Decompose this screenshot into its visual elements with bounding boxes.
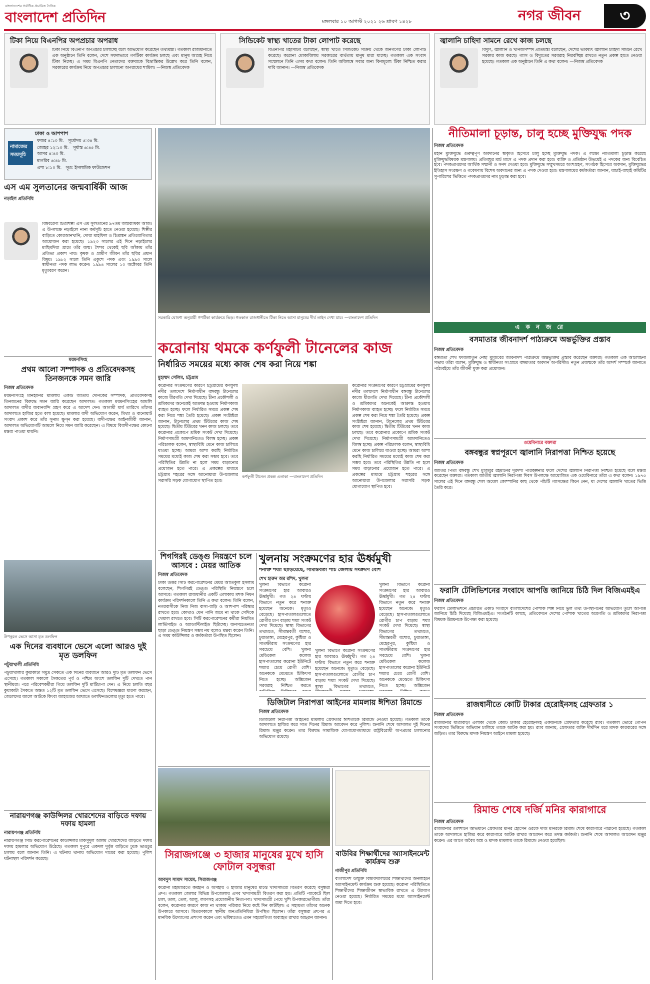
namaz-row (37, 152, 151, 159)
top-story-mid (220, 33, 430, 125)
body-text: করোনা মহামারিতে কর্মহীন ও অসহায় ৩ হাজার মানুষের মাঝে খাদ্যসামগ্রী বিতরণ করেছে বসুন্ধরা গ্রুপ। গতকাল জেলার বিভিন্ন উপজেলায় এসব খাদ্যসামগ্রী বিতরণ করা হয়। প্রতিটি প্যাকেটে ছিল চাল, ডাল, তেল, আলু, লবণসহ প্রয়োজনীয় নিত্যপণ্য। খাদ্যসামগ্রী পেয়ে খুশি উপকারভোগীরা। তাঁরা বলেন, করোনার কারণে কাজ না থাকায় পরিবার নিয়ে কষ্টে দিন কাটছিল। এ সহায়তা তাঁদের অনেক উপকারে আসবে। বিতরণকালে স্থানীয় জনপ্রতিনিধিরা উপস্থিত ছিলেন। তাঁরা বসুন্ধরা গ্রুপের এ মানবিক উদ্যোগের প্রশংসা করেন এবং ভবিষ্যতেও এমন সহযোগিতা অব্যাহত রাখার আহ্বান জানান। (158, 886, 330, 921)
byline: নিজস্ব প্রতিবেদক (434, 819, 464, 825)
body-text: বাংলাদেশ উন্মুক্ত বিশ্ববিদ্যালয়ের শিক্ষার্থীদের অনলাইনে অ্যাসাইনমেন্ট কার্যক্রম শুরু হয়েছে। করোনা পরিস্থিতিতে শিক্ষার্থীদের শিক্ষাজীবন স্বাভাবিক রাখতে এ উদ্যোগ নেওয়া হয়েছে। নির্ধারিত সময়ের মধ্যে অ্যাসাইনমেন্ট জমা দিতে হবে। (335, 877, 430, 906)
right-story-2 (434, 441, 646, 581)
obituary-story (4, 184, 152, 354)
section-name: নগর জীবন (518, 8, 581, 24)
body-text: বঙ্গমাতা শেখ ফজিলাতুন নেছা মুজিবের জীবনাদর্শ পাঠ্যক্রমে অন্তর্ভুক্তির প্রস্তাব করেছেন বক্তারা। গতকাল এক আলোচনা সভায় তাঁরা বলেন, মুক্তিযুদ্ধ ও স্বাধীনতা সংগ্রামে বঙ্গমাতার অবদান অপরিসীম। নতুন প্রজন্মকে তাঁর আদর্শ সম্পর্কে জানাতে পাঠ্যবইয়ে তাঁর জীবনী যুক্ত করা প্রয়োজন। (434, 355, 646, 373)
left-story-2 (4, 358, 152, 558)
body-text: ফরাসি টেলিভিশনে প্রচারিত একটি সংবাদে বাংলাদেশের পোশাক শিল্প নিয়ে ভুল তথ্য উপস্থাপনের অভিযোগ তুলে আপত্তি জানিয়ে চিঠি দিয়েছে বিজিএমইএ। সংগঠনটি বলছে, প্রতিবেদনে দেশের পোশাক খাতের অগ্রগতি ও শ্রমিকদের নিরাপত্তা বিষয়ক উন্নয়নকে উপেক্ষা করা হয়েছে। (434, 606, 646, 624)
body-text: মহান মুক্তিযুদ্ধে গুরুত্বপূর্ণ অবদানের স্বীকৃতি হিসেবে চালু হচ্ছে মুক্তিযুদ্ধ পদক। এ লক্ষ্যে নীতিমালা চূড়ান্ত করেছে মুক্তিযুদ্ধবিষয়ক মন্ত্রণালয়। প্রতিবছর মার্চ মাসে এ পদক প্রদান করা হবে। ব্যক্তি ও প্রতিষ্ঠান উভয়েই এ পদকের জন্য বিবেচিত হবে। পদকপ্রাপ্তদের আর্থিক সম্মানী ও সনদ দেওয়া হবে। মুক্তিযুদ্ধে সম্মুখসমরে অংশগ্রহণ, সংগঠক হিসেবে অবদান, মুক্তিযুদ্ধের ইতিহাস সংরক্ষণ ও গবেষণায় বিশেষ অবদানের জন্য এ পদক দেওয়া হবে। মন্ত্রণালয়ের কর্মকর্তারা জানান, যাচাই-বাছাই কমিটির সুপারিশের ভিত্তিতে পদকপ্রাপ্তদের নাম চূড়ান্ত করা হবে। (434, 151, 646, 181)
byline: নড়াইল প্রতিনিধি (4, 196, 34, 202)
byline: নারায়ণগঞ্জ প্রতিনিধি (4, 831, 41, 837)
prayer-name: আসর (37, 152, 48, 158)
prayer-time: ১২:১০ মি. (49, 145, 69, 151)
masthead-rule (4, 29, 646, 31)
body-text: পটুয়াখালীর কুয়াকাটা সমুদ্র সৈকতে এক দিনের ব্যবধানে আরও দুটি মৃত ডলফিন ভেসে এসেছে। গতকাল সকালে সৈকতের পূর্ব ও পশ্চিম অংশে ডলফিন দুটি দেখতে পান স্থানীয়রা। পরে পরিবেশকর্মীরা গিয়ে ডলফিন দুটি মাটিচাপা দেন। এ নিয়ে চলতি বছর কুয়াকাটা সৈকতে অন্তত ১২টি মৃত ডলফিন ভেসে এসেছে। বিশেষজ্ঞরা ধারণা করছেন, জেলেদের জালে আটকে কিংবা জাহাজের আঘাতে ডলফিনগুলোর মৃত্যু হতে পারে। (4, 671, 152, 700)
virus-graphic (315, 585, 375, 645)
right-story-1 (434, 336, 646, 436)
logo: বাংলাদেশ প্রতিদিন (5, 10, 106, 26)
prayer-name: সূর্যোদয় (68, 139, 82, 144)
namaz-row (37, 139, 151, 146)
body-text: নারায়ণগঞ্জ সিটি করপোরেশনের কাউন্সিলর মাকসুদুল আলম খোরশেদের বাড়িতে দফায় দফায় হামলার অভিযোগ উঠেছে। গতকাল দুপুরে একদল দুর্বৃত্ত বাড়িতে ঢুকে ভাঙচুর চালায় বলে জানান তিনি। এ ঘটনায় থানায় অভিযোগ দায়ের করা হয়েছে। পুলিশ ঘটনাস্থল পরিদর্শন করেছে। (4, 839, 152, 862)
khulna-story (259, 553, 430, 695)
portrait-photo (10, 48, 48, 88)
prayer-name: জোহর (37, 145, 49, 151)
bauet-story (335, 850, 430, 980)
ad-space (335, 770, 430, 846)
headline: ফরাসি টেলিভিশনের সংবাদে আপত্তি জানিয়ে চিঠি দিল বিজিএমইএ (439, 586, 641, 595)
source-note: সূত্র: ইসলামিক (65, 165, 91, 171)
kicker: ওয়েবিনারে বক্তারা (523, 441, 557, 446)
body-text-col3: করোনার সংক্রমণের কারণে চট্টগ্রামের কর্ণফুলী নদীর তলদেশে নির্মাণাধীন বঙ্গবন্ধু টানেলের কাজে ধীরগতি দেখা দিয়েছে। চীনা প্রকৌশলী ও শ্রমিকদের অনেকেই আক্রান্ত হওয়ায় নির্মাণকাজ ব্যাহত হচ্ছে। ফলে নির্ধারিত সময়ে প্রকল্প শেষ করা নিয়ে শঙ্কা তৈরি হয়েছে। প্রকল্প সংশ্লিষ্টরা জানান, টানেলের প্রথম টিউবের কাজ শেষ হয়েছে। দ্বিতীয় টিউবের খনন কাজ চলছে। তবে করোনার প্রকোপে শ্রমিক সংকট দেখা দিয়েছে। নির্মাণসামগ্রী আমদানিতেও বিলম্ব হচ্ছে। প্রকল্প পরিচালক বলেন, স্বাস্থ্যবিধি মেনে কাজ চালিয়ে যাওয়া হচ্ছে। আমরা আশা করছি নির্ধারিত সময়ের মধ্যেই কাজ শেষ করা সম্ভব হবে। তবে পরিস্থিতির উন্নতি না হলে সময় বাড়ানোর প্রয়োজন হতে পারে। এ প্রকল্পের মাধ্যমে চট্টগ্রাম শহরের সঙ্গে আনোয়ারা উপজেলার সরাসরি সড়ক যোগাযোগ স্থাপিত হবে। (352, 384, 430, 490)
byline: নিজস্ব প্রতিবেদক (434, 143, 464, 149)
top-story-left (4, 33, 216, 125)
masthead-tagline: বাংলাদেশের সর্বাধিক প্রচারিত দৈনিক (5, 4, 56, 8)
column-rule (155, 128, 156, 980)
prayer-name: সূর্যাস্ত (72, 145, 83, 151)
prayer-time: ৪:৪০ মি. (48, 152, 65, 158)
prayer-name: ফজর (37, 139, 47, 144)
body-text: বিদ্যুৎ, জ্বালানি ও খনিজসম্পদ প্রতিমন্ত্রী বলেছেন, দেশের ভবিষ্যৎ জ্বালানি চাহিদা সামনে রেখে সরকার কাজ করছে। গ্যাস ও বিদ্যুতের সরবরাহ নিরবচ্ছিন্ন রাখতে নতুন প্রকল্প হাতে নেওয়া হয়েছে। গতকাল এক অনুষ্ঠানে তিনি এ কথা বলেন। —নিজস্ব প্রতিবেদক (482, 48, 642, 65)
prayer-time: ৮:১০ মি. (45, 165, 62, 171)
byline: মুহাম্মদ সেলিম, চট্টগ্রাম (158, 376, 199, 381)
headline: খুলনায় সংক্রমণের হার ঊর্ধ্বমুখী (259, 553, 392, 565)
divider (434, 438, 646, 439)
prayer-time: ৬:৪৮ মি. (50, 158, 67, 164)
headline: প্রথম আলো সম্পাদক ও প্রতিবেদকসহ তিনজনকে সমন জারি (21, 364, 135, 383)
sirajganj-story (158, 768, 330, 980)
portrait-photo (4, 222, 38, 260)
namaz-label-line2: সময়সূচি (10, 152, 26, 158)
muktijuddho-story (434, 128, 646, 328)
subhead: শনাক্ত শয্যা ছাড়িয়েছে, সীমান্তবর্তী পাঁচ জেলায় সংক্রমণ বেশি (259, 568, 381, 574)
column-rule (432, 128, 433, 980)
byline: নিজস্ব প্রতিবেদক (434, 712, 464, 718)
dengue-story (158, 553, 254, 763)
headline: সিরাজগঞ্জে ৩ হাজার মানুষের মুখে হাসি ফোটাল বসুন্ধরা (164, 850, 324, 873)
right-story-3 (434, 587, 646, 697)
divider (158, 766, 430, 767)
headline: জ্বালানি চাহিদা সামনে রেখে কাজ চলছে (440, 37, 552, 45)
byline: গাজীপুর প্রতিনিধি (335, 869, 367, 875)
prayer-name: মাগরিব (37, 158, 50, 164)
body-text: জাতির পিতা বঙ্গবন্ধু শেখ মুজিবুর রহমানের দূরদর্শী পরিকল্পনার ফলে দেশের জ্বালানি নিরাপত্তা নিশ্চিত হয়েছে বলে মন্তব্য করেছেন বক্তারা। গতকাল জাতীয় জ্বালানি নিরাপত্তা দিবস উপলক্ষে আয়োজিত এক ওয়েবিনারে তাঁরা এ কথা বলেন। ১৯৭৫ সালের এই দিনে বঙ্গবন্ধু শেল অয়েল কোম্পানির কাছ থেকে পাঁচটি গ্যাসক্ষেত্র কিনে নেন, যা দেশের জ্বালানি খাতের ভিত্তি তৈরি করে। (434, 468, 646, 492)
page-number: ৩ (604, 4, 646, 28)
body-text: বিএনপির মহাসচিব বলেছেন, স্বাস্থ্য খাতে সিন্ডিকেট সক্রিয় থেকে জনগণের টাকা লোপাট করেছে। করোনা মোকাবিলায় সরকারের ব্যর্থতায় মানুষ মারা যাচ্ছে। গতকাল এক সংবাদ সম্মেলনে তিনি এসব কথা বলেন। তিনি অবিলম্বে সবার জন্য বিনামূল্যে টিকা নিশ্চিত করার দাবি জানান। —নিজস্ব প্রতিবেদক (268, 48, 426, 71)
headline: নারায়ণগঞ্জ কাউন্সিলর খোরশেদের বাড়িতে দফায় দফায় হামলা (9, 812, 147, 829)
byline: নিজস্ব প্রতিবেদক (434, 598, 464, 604)
body-text: ময়মনসিংহে মানহানির মামলায় একটি জাতীয় দৈনিকের সম্পাদক, প্রতিবেদকসহ তিনজনের বিরুদ্ধে সমন জারি করেছেন আদালত। গতকাল ময়মনসিংহের আমলি আদালত বাদীর জবানবন্দি গ্রহণ করে এ আদেশ দেন। আগামী ধার্য তারিখে তাঁদের আদালতে হাজির হতে বলা হয়েছে। মামলার বাদী অভিযোগ করেন, মিথ্যা ও বানোয়াট সংবাদ প্রকাশ করে তাঁর সুনাম ক্ষুণ্ন করা হয়েছে। বাদীপক্ষের আইনজীবী জানান, আদালত অভিযোগটি আমলে নিয়ে সমন জারি করেছেন। এ বিষয়ে বিবাদীপক্ষের কোনো মন্তব্য পাওয়া যায়নি। (4, 394, 152, 435)
main-photo-caption: সরকারি ঘোষণা অনুযায়ী গণটিকা কার্যক্রমে ভিড়। গতকাল রাজধানীতে টিকা নিতে আসা মানুষের দীর্ঘ লাইন দেখা যায়। —বাংলাদেশ প্রতিদিন (158, 315, 378, 320)
column-rule (332, 768, 333, 980)
masthead (0, 0, 650, 30)
ekanojore-banner: এ ক ন জ রে (434, 322, 646, 333)
body-text-col3: খুলনা বিভাগে করোনা সংক্রমণের হার আবারও ঊর্ধ্বমুখী। গত ২৪ ঘণ্টায় বিভাগে নতুন করে শনাক্ত হয়েছেন অনেকে। মৃত্যুও বেড়েছে। হাসপাতালগুলোতে রোগীর চাপ বাড়ায় শয্যা সংকট দেখা দিয়েছে। স্বাস্থ্য বিভাগের তথ্যমতে, সীমান্তবর্তী যশোর, চুয়াডাঙ্গা, মেহেরপুর, কুষ্টিয়া ও সাতক্ষীরায় সংক্রমণের হার সবচেয়ে বেশি। খুলনা মেডিকেল কলেজ হাসপাতালের করোনা ইউনিটে শয্যার চেয়ে রোগী বেশি। অনেককে মেঝেতে চিকিৎসা নিতে হচ্ছে। অক্সিজেন (379, 583, 430, 689)
divider (434, 698, 646, 699)
headline: নীতিমালা চূড়ান্ত, চালু হচ্ছে মুক্তিযুদ্ধ পদক (448, 127, 632, 140)
headline: টিকা নিয়ে বিএনপির অপপ্রচার অপরাধ (10, 37, 118, 45)
prayer-name: এশা (37, 165, 45, 171)
dolphin-photo (4, 560, 152, 632)
namaz-row (37, 159, 151, 166)
headline: বঙ্গবন্ধুর স্বপ্নপূরণে জ্বালানি নিরাপত্তা নিশ্চিত হয়েছে (464, 447, 616, 457)
byline: নিজস্ব প্রতিবেদক (434, 347, 464, 353)
source-note: ফাউন্ডেশন (92, 165, 111, 171)
byline: পটুয়াখালী প্রতিনিধি (4, 663, 39, 669)
headline: এক দিনের ব্যবধানে ভেসে এলো আরও দুই মৃত ডলফিন (9, 642, 147, 661)
namaz-rows (37, 139, 151, 172)
byline: শেখ হারুন অর রশিদ, খুলনা (259, 576, 309, 582)
divider (158, 550, 430, 551)
body-text: টিকা নিয়ে বিএনপি অপপ্রচার চালাচ্ছে বলে অভিযোগ করেছেন তথ্যমন্ত্রী। গতকাল রাজধানীতে এক অনুষ্ঠানে তিনি বলেন, দেশে সফলভাবে গণটিকা কার্যক্রম চলছে এবং মানুষ আগ্রহ নিয়ে টিকা নিচ্ছে। এ সময় বিএনপি নেতাদের বক্তব্যকে বিভ্রান্তিকর উল্লেখ করে তিনি বলেন, সরকারের কার্যক্রম নিয়ে অপপ্রচার চালানো অপরাধের শামিল। —নিজস্ব প্রতিবেদক (52, 48, 212, 71)
kicker: ময়মনসিংহ (68, 358, 88, 363)
right-story-5 (434, 805, 646, 980)
body-text: বিশ্ববরেণ্য চিত্রশিল্পী এস এম সুলতানের ৯৭তম জন্মবার্ষিকী আজ। এ উপলক্ষে নড়াইলে নানা কর্মসূচি হাতে নেওয়া হয়েছে। শিল্পীর বাড়িতে কোরআনখানি, দোয়া মাহফিল ও চিত্রাঙ্কন প্রতিযোগিতার আয়োজন করা হয়েছে। ১৯২৩ সালের এই দিনে নড়াইলের মাছিমদিয়া গ্রামে তাঁর জন্ম। শৈশব থেকেই ছবি আঁকায় তাঁর প্রতিভা প্রকাশ পায়। কৃষক ও গ্রামীণ জীবন তাঁর ছবির প্রধান বিষয়। ১৯৮২ সালে তিনি একুশে পদক এবং ১৯৯৩ সালে স্বাধীনতা পদক লাভ করেন। ১৯৯৪ সালের ১০ অক্টোবর তিনি মৃত্যুবরণ করেন। (42, 222, 152, 275)
byline: নিজস্ব প্রতিবেদক (4, 386, 34, 392)
prayer-time: ৬:৪৫ মি. (83, 145, 101, 151)
lead-headline: করোনায় থমকে কর্ণফুলী টানেলের কাজ (158, 339, 392, 357)
main-photo (158, 128, 430, 313)
body-text: ডিজিটাল নিরাপত্তা আইনের মামলায় গ্রেফতার ঈশিতাকে রিমান্ডে নেওয়া হয়েছে। গতকাল তাকে আদালতে হাজির করে সাত দিনের রিমান্ড আবেদন করে পুলিশ। শুনানি শেষে আদালত দুই দিনের রিমান্ড মঞ্জুর করেন। তার বিরুদ্ধে সামাজিক যোগাযোগমাধ্যমে রাষ্ট্রবিরোধী অপপ্রচার চালানোর অভিযোগ রয়েছে। (259, 717, 430, 741)
headline: ডিজিটাল নিরাপত্তা আইনের মামলায় ঈশিতা রিমান্ডে (267, 698, 422, 707)
headline: এস এম সুলতানের জন্মবার্ষিকী আজ (4, 183, 128, 193)
divider (4, 810, 152, 811)
byline: আবদুস সামাদ সায়েম, সিরাজগঞ্জ (158, 878, 217, 883)
prayer-time: ৫:৩৪ মি. (82, 139, 99, 144)
body-text-col2: খুলনা বিভাগে করোনা সংক্রমণের হার আবারও ঊর্ধ্বমুখী। গত ২৪ ঘণ্টায় বিভাগে নতুন করে শনাক্ত হয়েছেন অনেকে। মৃত্যুও বেড়েছে। হাসপাতালগুলোতে রোগীর চাপ বাড়ায় শয্যা সংকট দেখা দিয়েছে। স্বাস্থ্য বিভাগের তথ্যমতে, (315, 649, 375, 690)
prayer-time: ৪:১০ মি. (47, 139, 64, 144)
namaz-row (37, 146, 151, 153)
namaz-label (8, 141, 33, 165)
body-text: ঢাকা উত্তর সিটি করপোরেশনের মেয়র আতিকুল ইসলাম বলেছেন, শিগগিরই ডেঙ্গু পরিস্থিতি নিয়ন্ত্রণে চলে আসবে। গতকাল রাজধানীর একটি এলাকায় মশক নিধন কার্যক্রম পরিদর্শনকালে তিনি এ কথা বলেন। তিনি বলেন, নগরবাসীকে নিজ নিজ বাসা-বাড়ি ও আশপাশ পরিষ্কার রাখতে হবে। কোথাও যেন পানি জমে না থাকে সেদিকে খেয়াল রাখতে হবে। সিটি করপোরেশনের কর্মীরা নিয়মিত লার্ভিসাইড ও অ্যাডাল্টিসাইড ছিটাচ্ছে। জনসচেতনতা ছাড়া ডেঙ্গু নিয়ন্ত্রণ সম্ভব নয় বলেও মন্তব্য করেন তিনি। এ সময় কাউন্সিলর ও কর্মকর্তারা উপস্থিত ছিলেন। (158, 581, 254, 640)
body-text-col1: খুলনা বিভাগে করোনা সংক্রমণের হার আবারও ঊর্ধ্বমুখী। গত ২৪ ঘণ্টায় বিভাগে নতুন করে শনাক্ত হয়েছেন অনেকে। মৃত্যুও বেড়েছে। হাসপাতালগুলোতে রোগীর চাপ বাড়ায় শয্যা সংকট দেখা দিয়েছে। স্বাস্থ্য বিভাগের তথ্যমতে, সীমান্তবর্তী যশোর, চুয়াডাঙ্গা, মেহেরপুর, কুষ্টিয়া ও সাতক্ষীরায় সংক্রমণের হার সবচেয়ে বেশি। খুলনা মেডিকেল কলেজ হাসপাতালের করোনা ইউনিটে শয্যার চেয়ে রোগী বেশি। অনেককে মেঝেতে চিকিৎসা নিতে হচ্ছে। অক্সিজেন সরবরাহ নিশ্চিত করতে (259, 583, 311, 689)
headline: বাউবির শিক্ষার্থীদের অ্যাসাইনমেন্ট কার্যক্রম শুরু (335, 850, 430, 867)
body-text: রাজধানীর গুলশানে অভিযানে গ্রেফতার মনির হোসেন ওরফে দর্জি মনিরকে রিমান্ড শেষে কারাগারে পাঠানো হয়েছে। গতকাল তাকে আদালতে হাজির করে কারাগারে আটক রাখার আবেদন করে তদন্ত কর্মকর্তা। শুনানি শেষে আদালত আবেদন মঞ্জুর করেন। এর আগে অবৈধ অস্ত্র ও মাদক মামলায় তাকে রিমান্ডে নেওয়া হয়েছিল। (434, 827, 646, 845)
top-story-right (434, 33, 646, 125)
namaz-title: ঢাকা ও আশপাশ (35, 131, 68, 137)
lead-story (158, 340, 430, 548)
lead-subhead: নির্ধারিত সময়ের মধ্যে কাজ শেষ করা নিয়ে শঙ্কা (158, 360, 317, 371)
body-text-col1: করোনার সংক্রমণের কারণে চট্টগ্রামের কর্ণফুলী নদীর তলদেশে নির্মাণাধীন বঙ্গবন্ধু টানেলের কাজে ধীরগতি দেখা দিয়েছে। চীনা প্রকৌশলী ও শ্রমিকদের অনেকেই আক্রান্ত হওয়ায় নির্মাণকাজ ব্যাহত হচ্ছে। ফলে নির্ধারিত সময়ে প্রকল্প শেষ করা নিয়ে শঙ্কা তৈরি হয়েছে। প্রকল্প সংশ্লিষ্টরা জানান, টানেলের প্রথম টিউবের কাজ শেষ হয়েছে। দ্বিতীয় টিউবের খনন কাজ চলছে। তবে করোনার প্রকোপে শ্রমিক সংকট দেখা দিয়েছে। নির্মাণসামগ্রী আমদানিতেও বিলম্ব হচ্ছে। প্রকল্প পরিচালক বলেন, স্বাস্থ্যবিধি মেনে কাজ চালিয়ে যাওয়া হচ্ছে। আমরা আশা করছি নির্ধারিত সময়ের মধ্যেই কাজ শেষ করা সম্ভব হবে। তবে পরিস্থিতির উন্নতি না হলে সময় বাড়ানোর প্রয়োজন হতে পারে। এ প্রকল্পের মাধ্যমে চট্টগ্রাম শহরের সঙ্গে আনোয়ারা উপজেলার সরাসরি সড়ক যোগাযোগ স্থাপিত হবে। (158, 384, 238, 484)
portrait-photo (226, 48, 264, 88)
headline: সিন্ডিকেট স্বাস্থ্য খাতের টাকা লোপাট করেছে (239, 37, 361, 45)
divider (434, 584, 646, 585)
column-rule (256, 553, 257, 691)
digital-story (259, 699, 430, 765)
headline: রাজধানীতে কোটি টাকার হেরোইনসহ গ্রেফতার ১ (466, 700, 614, 709)
byline: নিজস্ব প্রতিবেদক (434, 460, 464, 466)
issue-date: মঙ্গলবার ১০ আগস্ট ২০২১ ২৬ শ্রাবণ ১৪২৮ (322, 19, 412, 25)
divider (4, 356, 152, 357)
headline: বসমাতার জীবনাদর্শ পাঠ্যক্রমে অন্তর্ভুক্তির প্রস্তাব (469, 335, 611, 344)
namaz-schedule (4, 128, 152, 180)
namaz-label-line1: নামাজের (10, 145, 28, 150)
sirajganj-photo (158, 768, 330, 846)
portrait-photo (440, 48, 478, 88)
left-story-3 (4, 642, 152, 808)
headline: রিমান্ড শেষে দর্জি মনির কারাগারে (473, 805, 607, 816)
photo-caption: উপকূলে ভেসে আসা মৃত ডলফিন (4, 634, 58, 639)
byline: নিজস্ব প্রতিবেদক (158, 573, 188, 579)
lead-photo-caption: কর্ণফুলী টানেল প্রকল্প এলাকা —বাংলাদেশ প্রতিদিন (242, 474, 323, 479)
byline: নিজস্ব প্রতিবেদক (259, 709, 289, 715)
right-story-4 (434, 701, 646, 801)
divider (434, 802, 646, 803)
lead-photo (242, 384, 348, 472)
body-text: রাজধানীর যাত্রাবাড়ী এলাকা থেকে কোটি টাকার হেরোইনসহ একজনকে গ্রেফতার করেছে র‌্যাব। গতকাল ভোরে গোপন সংবাদের ভিত্তিতে অভিযান চালিয়ে তাকে আটক করা হয়। র‌্যাব জানায়, গ্রেফতার ব্যক্তি দীর্ঘদিন ধরে মাদক কারবারের সঙ্গে জড়িত। তার বিরুদ্ধে মাদক নিয়ন্ত্রণ আইনে মামলা হয়েছে। (434, 720, 646, 738)
divider (259, 696, 430, 697)
headline: শিগগিরই ডেঙ্গু নিয়ন্ত্রণে চলে আসবে : মেয়র আতিক (160, 552, 252, 570)
left-story-4 (4, 812, 152, 980)
namaz-row (37, 166, 151, 173)
